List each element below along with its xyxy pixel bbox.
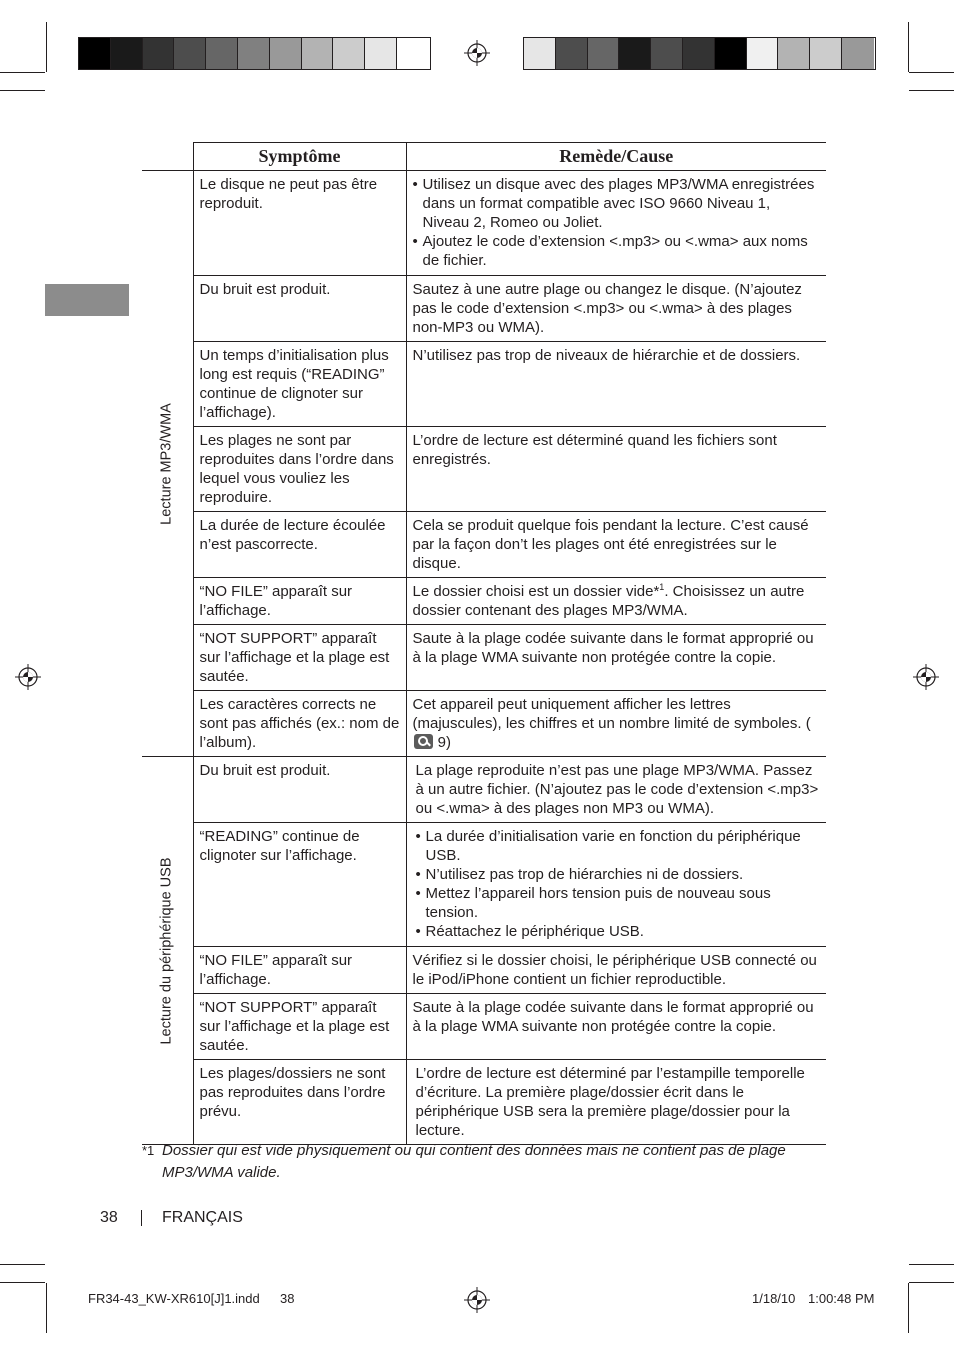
slug-time: 1:00:48 PM [808, 1291, 875, 1306]
symptom-cell: Les plages ne sont par reproduites dans l’ordre dans lequel vous vouliez les reproduire. [193, 427, 406, 512]
swatch [715, 38, 747, 69]
remedy-cell [406, 578, 826, 625]
table-row [142, 427, 826, 512]
crop-mark [46, 22, 47, 72]
registration-mark-icon [464, 1287, 490, 1313]
crop-mark [46, 1283, 47, 1333]
remedy-text: Le dossier choisi est un dossier vide* [412, 583, 660, 600]
table-row [142, 276, 826, 342]
swatch [778, 38, 810, 69]
swatch [810, 38, 842, 69]
symptom-cell: “NO FILE” apparaît sur l’affichage. [193, 578, 406, 625]
symptom-cell: Un temps d’initialisation plus long est requis (“READING” continue de clignoter sur l’affichage). [193, 342, 406, 427]
swatch [747, 38, 779, 69]
crop-mark [0, 90, 45, 91]
remedy-item: • Réattachez le périphérique USB. [416, 922, 821, 941]
footer-divider [141, 1210, 142, 1226]
swatch [79, 38, 111, 69]
footnote-mark: *1 [142, 1143, 155, 1158]
color-bar-left [78, 37, 431, 70]
swatch [619, 38, 651, 69]
symptom-cell: La durée de lecture écoulée n’est pascorrecte. [193, 512, 406, 578]
remedy-cell: N’utilisez pas trop de niveaux de hiérarchie et de dossiers. [406, 342, 826, 427]
remedy-text: Cet appareil peut uniquement afficher les lettres (majuscules), les chiffres et un nombre limité de symboles. ( [412, 696, 811, 732]
table-row [142, 691, 826, 757]
section-label: Lecture du périphérique USB [158, 856, 175, 1045]
page-number: 38 [100, 1209, 118, 1226]
remedy-item: • La durée d’initialisation varie en fonction du périphérique USB. [416, 827, 821, 865]
table-row [142, 578, 826, 625]
symptom-cell: “NOT SUPPORT” apparaît sur l’affichage et la plage est sautée. [193, 625, 406, 691]
section-label: Lecture MP3/WMA [158, 402, 175, 525]
remedy-text: . Choisissez un autre dossier contenant des plages MP3/WMA. [412, 583, 805, 619]
swatch [174, 38, 206, 69]
table-header-row [142, 143, 826, 171]
crop-mark [909, 1264, 954, 1265]
swatch [556, 38, 588, 69]
search-icon [414, 734, 433, 749]
swatch [397, 38, 429, 69]
crop-mark [909, 72, 954, 73]
remedy-cell: Vérifiez si le dossier choisi, le périphérique USB connecté ou le iPod/iPhone contient un fichier reproductible. [406, 947, 826, 994]
remedy-item: • Mettez l’appareil hors tension puis de nouveau sous tension. [416, 884, 821, 922]
crop-mark [908, 1283, 909, 1333]
slug-filename: FR34-43_KW-XR610[J]1.indd [88, 1291, 260, 1306]
table-row [142, 823, 826, 947]
slug-page: 38 [280, 1291, 295, 1306]
swatch [842, 38, 874, 69]
table-row [142, 994, 826, 1060]
swatch [206, 38, 238, 69]
symptom-cell: “NO FILE” apparaît sur l’affichage. [193, 947, 406, 994]
registration-mark-icon [464, 40, 490, 66]
footnote-ref: 1 [659, 582, 665, 592]
symptom-cell: Les caractères corrects ne sont pas affichés (ex.: nom de l’album). [193, 691, 406, 757]
swatch [238, 38, 270, 69]
remedy-item: • Ajoutez le code d’extension <.mp3> ou <.wma> aux noms de fichier. [413, 232, 821, 270]
remedy-cell [406, 823, 826, 947]
remedy-cell [406, 691, 826, 757]
crop-mark [0, 1282, 45, 1283]
remedy-cell: La plage reproduite n’est pas une plage MP3/WMA. Passez à un autre fichier. (N’ajoutez pas le code d’extension <.mp3> ou <.wma> à des plages non MP3 ou WMA). [406, 757, 826, 823]
swatch [524, 38, 556, 69]
remedy-list [413, 175, 821, 270]
swatch [270, 38, 302, 69]
swatch [111, 38, 143, 69]
remedy-text: 9) [433, 734, 452, 751]
header-remedy: Remède/Cause [406, 143, 826, 171]
remedy-cell: Sautez à une autre plage ou changez le disque. (N’ajoutez pas le code d’extension <.mp3> ou <.wma> à des plages non-MP3 ou WMA). [406, 276, 826, 342]
footnote-text: Dossier qui est vide physiquement ou qui contient des données mais ne contient pas de plage MP3/WMA valide. [162, 1142, 786, 1181]
section-usb [142, 757, 193, 1145]
table-row [142, 625, 826, 691]
table-row [142, 512, 826, 578]
remedy-list [416, 827, 821, 941]
footer-language: FRANÇAIS [162, 1209, 243, 1226]
header-blank [142, 143, 193, 171]
remedy-cell: L’ordre de lecture est déterminé quand les fichiers sont enregistrés. [406, 427, 826, 512]
swatch [365, 38, 397, 69]
language-tab-marker [45, 284, 129, 316]
table-row [142, 342, 826, 427]
swatch [588, 38, 620, 69]
registration-mark-icon [913, 664, 939, 690]
remedy-cell: Cela se produit quelque fois pendant la lecture. C’est causé par la façon don’t les plages ont été enregistrées sur le disque. [406, 512, 826, 578]
registration-mark-icon [15, 664, 41, 690]
remedy-cell: Saute à la plage codée suivante dans le format approprié ou à la plage WMA suivante non protégée contre la copie. [406, 625, 826, 691]
remedy-item: • Utilisez un disque avec des plages MP3/WMA enregistrées dans un format compatible avec ISO 9660 Niveau 1, Niveau 2, Romeo ou Joliet. [413, 175, 821, 232]
remedy-cell: L’ordre de lecture est déterminé par l’estampille temporelle d’écriture. La première plage/dossier écrit dans le périphérique USB sera la première plage/dossier pour la lecture. [406, 1060, 826, 1145]
remedy-item: • N’utilisez pas trop de hiérarchies ni de dossiers. [416, 865, 821, 884]
symptom-cell: Le disque ne peut pas être reproduit. [193, 171, 406, 276]
swatch [651, 38, 683, 69]
table-row [142, 1060, 826, 1145]
remedy-cell: Saute à la plage codée suivante dans le format approprié ou à la plage WMA suivante non protégée contre la copie. [406, 994, 826, 1060]
swatch [333, 38, 365, 69]
slug-date: 1/18/10 [752, 1291, 796, 1306]
remedy-cell [406, 171, 826, 276]
crop-mark [0, 1264, 45, 1265]
crop-mark [909, 90, 954, 91]
color-bar-right [523, 37, 876, 70]
swatch [302, 38, 334, 69]
symptom-cell: “NOT SUPPORT” apparaît sur l’affichage et la plage est sautée. [193, 994, 406, 1060]
crop-mark [909, 1282, 954, 1283]
crop-mark [908, 22, 909, 72]
table-row [142, 947, 826, 994]
footnote [142, 1140, 826, 1184]
troubleshooting-table [142, 142, 826, 1145]
table-row [142, 757, 826, 823]
swatch [143, 38, 175, 69]
swatch [683, 38, 715, 69]
header-symptom: Symptôme [193, 143, 406, 171]
crop-mark [0, 72, 45, 73]
symptom-cell: Du bruit est produit. [193, 276, 406, 342]
symptom-cell: Du bruit est produit. [193, 757, 406, 823]
symptom-cell: Les plages/dossiers ne sont pas reproduites dans l’ordre prévu. [193, 1060, 406, 1145]
table-row [142, 171, 826, 276]
symptom-cell: “READING” continue de clignoter sur l’affichage. [193, 823, 406, 947]
section-mp3-wma [142, 171, 193, 757]
